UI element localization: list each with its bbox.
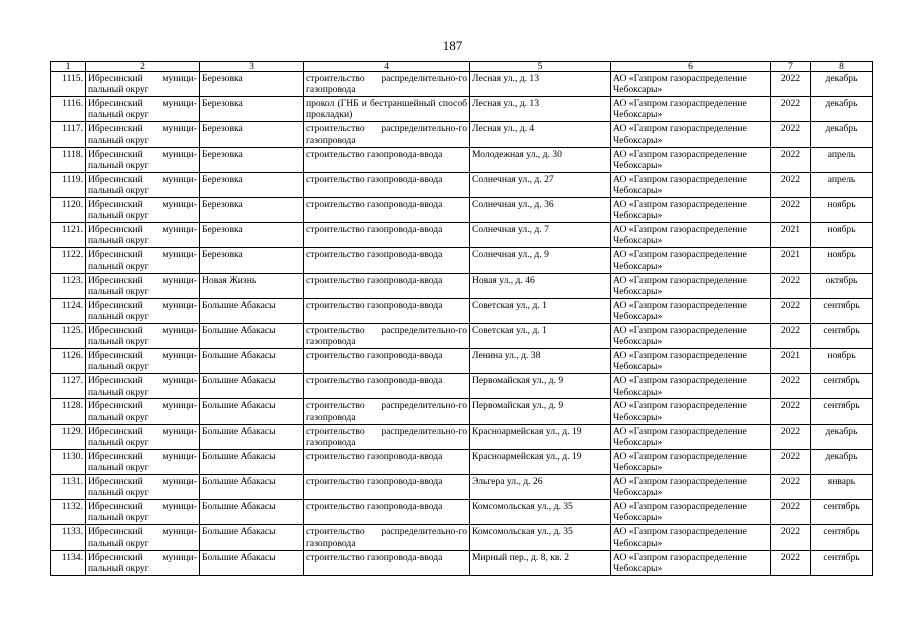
table-row (51, 525, 873, 550)
month-cell: ноябрь (811, 197, 873, 222)
settlement-cell: Березовка (200, 172, 304, 197)
settlement-cell: Новая Жизнь (200, 273, 304, 298)
organization-cell: АО «Газпром газораспределение Чебоксары» (611, 475, 771, 500)
settlement-cell: Большие Абакасы (200, 399, 304, 424)
table-row (51, 197, 873, 222)
address-cell: Советская ул., д. 1 (470, 323, 611, 348)
district-cell: Ибресинский муници-пальный округ (86, 248, 200, 273)
row-number-cell: 1117. (51, 122, 86, 147)
month-cell: сентябрь (811, 525, 873, 550)
organization-cell: АО «Газпром газораспределение Чебоксары» (611, 172, 771, 197)
address-cell: Ленина ул., д. 38 (470, 349, 611, 374)
organization-cell: АО «Газпром газораспределение Чебоксары» (611, 550, 771, 575)
month-cell: сентябрь (811, 399, 873, 424)
column-header: 4 (304, 62, 470, 72)
address-cell: Эльгера ул., д. 26 (470, 475, 611, 500)
district-cell: Ибресинский муници-пальный округ (86, 323, 200, 348)
table-row (51, 424, 873, 449)
settlement-cell: Большие Абакасы (200, 323, 304, 348)
year-cell: 2022 (771, 374, 811, 399)
organization-cell: АО «Газпром газораспределение Чебоксары» (611, 349, 771, 374)
month-cell: сентябрь (811, 500, 873, 525)
table-row (51, 475, 873, 500)
work-type-cell: строительство распределительно-го газопровода (304, 525, 470, 550)
row-number-cell: 1115. (51, 72, 86, 97)
year-cell: 2022 (771, 122, 811, 147)
address-cell: Солнечная ул., д. 9 (470, 248, 611, 273)
settlement-cell: Березовка (200, 197, 304, 222)
settlement-cell: Большие Абакасы (200, 525, 304, 550)
settlement-cell: Березовка (200, 147, 304, 172)
month-cell: январь (811, 475, 873, 500)
year-cell: 2022 (771, 424, 811, 449)
address-cell: Лесная ул., д. 13 (470, 72, 611, 97)
address-cell: Первомайская ул., д. 9 (470, 374, 611, 399)
row-number-cell: 1123. (51, 273, 86, 298)
organization-cell: АО «Газпром газораспределение Чебоксары» (611, 248, 771, 273)
table-row (51, 97, 873, 122)
column-header: 6 (611, 62, 771, 72)
table-row (51, 147, 873, 172)
work-type-cell: строительство газопровода-ввода (304, 449, 470, 474)
work-type-cell: строительство газопровода-ввода (304, 298, 470, 323)
year-cell: 2022 (771, 273, 811, 298)
month-cell: сентябрь (811, 298, 873, 323)
row-number-cell: 1128. (51, 399, 86, 424)
settlement-cell: Березовка (200, 122, 304, 147)
work-type-cell: строительство газопровода-ввода (304, 223, 470, 248)
work-type-cell: прокол (ГНБ и бестраншейный способ прокладки) (304, 97, 470, 122)
table-row (51, 298, 873, 323)
settlement-cell: Большие Абакасы (200, 298, 304, 323)
organization-cell: АО «Газпром газораспределение Чебоксары» (611, 399, 771, 424)
district-cell: Ибресинский муници-пальный округ (86, 349, 200, 374)
address-cell: Солнечная ул., д. 27 (470, 172, 611, 197)
row-number-cell: 1130. (51, 449, 86, 474)
address-cell: Лесная ул., д. 4 (470, 122, 611, 147)
year-cell: 2021 (771, 248, 811, 273)
district-cell: Ибресинский муници-пальный округ (86, 475, 200, 500)
work-type-cell: строительство распределительно-го газопровода (304, 72, 470, 97)
district-cell: Ибресинский муници-пальный округ (86, 298, 200, 323)
row-number-cell: 1132. (51, 500, 86, 525)
year-cell: 2022 (771, 323, 811, 348)
settlement-cell: Большие Абакасы (200, 449, 304, 474)
settlement-cell: Большие Абакасы (200, 374, 304, 399)
year-cell: 2022 (771, 449, 811, 474)
work-type-cell: строительство газопровода-ввода (304, 273, 470, 298)
organization-cell: АО «Газпром газораспределение Чебоксары» (611, 147, 771, 172)
organization-cell: АО «Газпром газораспределение Чебоксары» (611, 424, 771, 449)
organization-cell: АО «Газпром газораспределение Чебоксары» (611, 374, 771, 399)
address-cell: Комсомольская ул., д. 35 (470, 525, 611, 550)
work-type-cell: строительство газопровода-ввода (304, 147, 470, 172)
column-header: 1 (51, 62, 86, 72)
district-cell: Ибресинский муници-пальный округ (86, 399, 200, 424)
work-type-cell: строительство газопровода-ввода (304, 475, 470, 500)
work-type-cell: строительство распределительно-го газопровода (304, 122, 470, 147)
column-header: 2 (86, 62, 200, 72)
settlement-cell: Березовка (200, 97, 304, 122)
settlement-cell: Большие Абакасы (200, 550, 304, 575)
month-cell: ноябрь (811, 349, 873, 374)
settlement-cell: Березовка (200, 223, 304, 248)
year-cell: 2022 (771, 475, 811, 500)
settlement-cell: Березовка (200, 248, 304, 273)
district-cell: Ибресинский муници-пальный округ (86, 223, 200, 248)
table-row (51, 500, 873, 525)
year-cell: 2022 (771, 525, 811, 550)
organization-cell: АО «Газпром газораспределение Чебоксары» (611, 298, 771, 323)
year-cell: 2022 (771, 97, 811, 122)
row-number-cell: 1119. (51, 172, 86, 197)
district-cell: Ибресинский муници-пальный округ (86, 72, 200, 97)
year-cell: 2022 (771, 500, 811, 525)
table-row (51, 449, 873, 474)
table-body (51, 62, 873, 576)
organization-cell: АО «Газпром газораспределение Чебоксары» (611, 72, 771, 97)
district-cell: Ибресинский муници-пальный округ (86, 525, 200, 550)
month-cell: апрель (811, 172, 873, 197)
table-row (51, 374, 873, 399)
organization-cell: АО «Газпром газораспределение Чебоксары» (611, 97, 771, 122)
settlement-cell: Березовка (200, 72, 304, 97)
settlement-cell: Большие Абакасы (200, 349, 304, 374)
organization-cell: АО «Газпром газораспределение Чебоксары» (611, 323, 771, 348)
district-cell: Ибресинский муници-пальный округ (86, 172, 200, 197)
table-row (51, 172, 873, 197)
year-cell: 2022 (771, 172, 811, 197)
settlement-cell: Большие Абакасы (200, 500, 304, 525)
address-cell: Солнечная ул., д. 7 (470, 223, 611, 248)
table-row (51, 323, 873, 348)
district-cell: Ибресинский муници-пальный округ (86, 500, 200, 525)
year-cell: 2022 (771, 399, 811, 424)
table-row (51, 399, 873, 424)
year-cell: 2022 (771, 550, 811, 575)
row-number-cell: 1116. (51, 97, 86, 122)
month-cell: сентябрь (811, 374, 873, 399)
address-cell: Красноармейская ул., д. 19 (470, 449, 611, 474)
organization-cell: АО «Газпром газораспределение Чебоксары» (611, 197, 771, 222)
column-header: 3 (200, 62, 304, 72)
row-number-cell: 1133. (51, 525, 86, 550)
row-number-cell: 1122. (51, 248, 86, 273)
address-cell: Молодежная ул., д. 30 (470, 147, 611, 172)
month-cell: декабрь (811, 72, 873, 97)
row-number-cell: 1118. (51, 147, 86, 172)
district-cell: Ибресинский муници-пальный округ (86, 147, 200, 172)
year-cell: 2022 (771, 298, 811, 323)
work-type-cell: строительство газопровода-ввода (304, 500, 470, 525)
district-cell: Ибресинский муници-пальный округ (86, 97, 200, 122)
row-number-cell: 1124. (51, 298, 86, 323)
organization-cell: АО «Газпром газораспределение Чебоксары» (611, 223, 771, 248)
row-number-cell: 1129. (51, 424, 86, 449)
row-number-cell: 1134. (51, 550, 86, 575)
work-type-cell: строительство газопровода-ввода (304, 349, 470, 374)
table-row (51, 550, 873, 575)
organization-cell: АО «Газпром газораспределение Чебоксары» (611, 449, 771, 474)
row-number-cell: 1127. (51, 374, 86, 399)
organization-cell: АО «Газпром газораспределение Чебоксары» (611, 525, 771, 550)
work-type-cell: строительство газопровода-ввода (304, 374, 470, 399)
address-cell: Солнечная ул., д. 36 (470, 197, 611, 222)
month-cell: октябрь (811, 273, 873, 298)
address-cell: Красноармейская ул., д. 19 (470, 424, 611, 449)
month-cell: сентябрь (811, 323, 873, 348)
page-number: 187 (442, 38, 463, 53)
work-type-cell: строительство распределительно-го газопровода (304, 399, 470, 424)
organization-cell: АО «Газпром газораспределение Чебоксары» (611, 500, 771, 525)
gasification-table (50, 61, 873, 576)
year-cell: 2021 (771, 223, 811, 248)
column-header: 5 (470, 62, 611, 72)
table-row (51, 122, 873, 147)
work-type-cell: строительство газопровода-ввода (304, 197, 470, 222)
year-cell: 2022 (771, 147, 811, 172)
month-cell: апрель (811, 147, 873, 172)
district-cell: Ибресинский муници-пальный округ (86, 374, 200, 399)
column-header: 8 (811, 62, 873, 72)
district-cell: Ибресинский муници-пальный округ (86, 424, 200, 449)
work-type-cell: строительство газопровода-ввода (304, 248, 470, 273)
organization-cell: АО «Газпром газораспределение Чебоксары» (611, 273, 771, 298)
month-cell: декабрь (811, 97, 873, 122)
district-cell: Ибресинский муници-пальный округ (86, 449, 200, 474)
address-cell: Первомайская ул., д. 9 (470, 399, 611, 424)
district-cell: Ибресинский муници-пальный округ (86, 550, 200, 575)
work-type-cell: строительство газопровода-ввода (304, 550, 470, 575)
address-cell: Новая ул., д. 46 (470, 273, 611, 298)
row-number-cell: 1125. (51, 323, 86, 348)
year-cell: 2022 (771, 72, 811, 97)
organization-cell: АО «Газпром газораспределение Чебоксары» (611, 122, 771, 147)
column-header: 7 (771, 62, 811, 72)
settlement-cell: Большие Абакасы (200, 475, 304, 500)
district-cell: Ибресинский муници-пальный округ (86, 197, 200, 222)
month-cell: сентябрь (811, 550, 873, 575)
address-cell: Комсомольская ул., д. 35 (470, 500, 611, 525)
month-cell: декабрь (811, 449, 873, 474)
work-type-cell: строительство газопровода-ввода (304, 172, 470, 197)
year-cell: 2021 (771, 349, 811, 374)
month-cell: декабрь (811, 122, 873, 147)
month-cell: ноябрь (811, 248, 873, 273)
address-cell: Советская ул., д. 1 (470, 298, 611, 323)
column-number-header-row (51, 62, 873, 72)
month-cell: декабрь (811, 424, 873, 449)
address-cell: Лесная ул., д. 13 (470, 97, 611, 122)
year-cell: 2022 (771, 197, 811, 222)
address-cell: Мирный пер., д. 8, кв. 2 (470, 550, 611, 575)
row-number-cell: 1120. (51, 197, 86, 222)
row-number-cell: 1121. (51, 223, 86, 248)
settlement-cell: Большие Абакасы (200, 424, 304, 449)
work-type-cell: строительство распределительно-го газопровода (304, 323, 470, 348)
table-row (51, 349, 873, 374)
work-type-cell: строительство распределительно-го газопровода (304, 424, 470, 449)
table-row (51, 72, 873, 97)
row-number-cell: 1126. (51, 349, 86, 374)
table-row (51, 273, 873, 298)
district-cell: Ибресинский муници-пальный округ (86, 122, 200, 147)
month-cell: ноябрь (811, 223, 873, 248)
table-row (51, 248, 873, 273)
row-number-cell: 1131. (51, 475, 86, 500)
district-cell: Ибресинский муници-пальный округ (86, 273, 200, 298)
table-row (51, 223, 873, 248)
